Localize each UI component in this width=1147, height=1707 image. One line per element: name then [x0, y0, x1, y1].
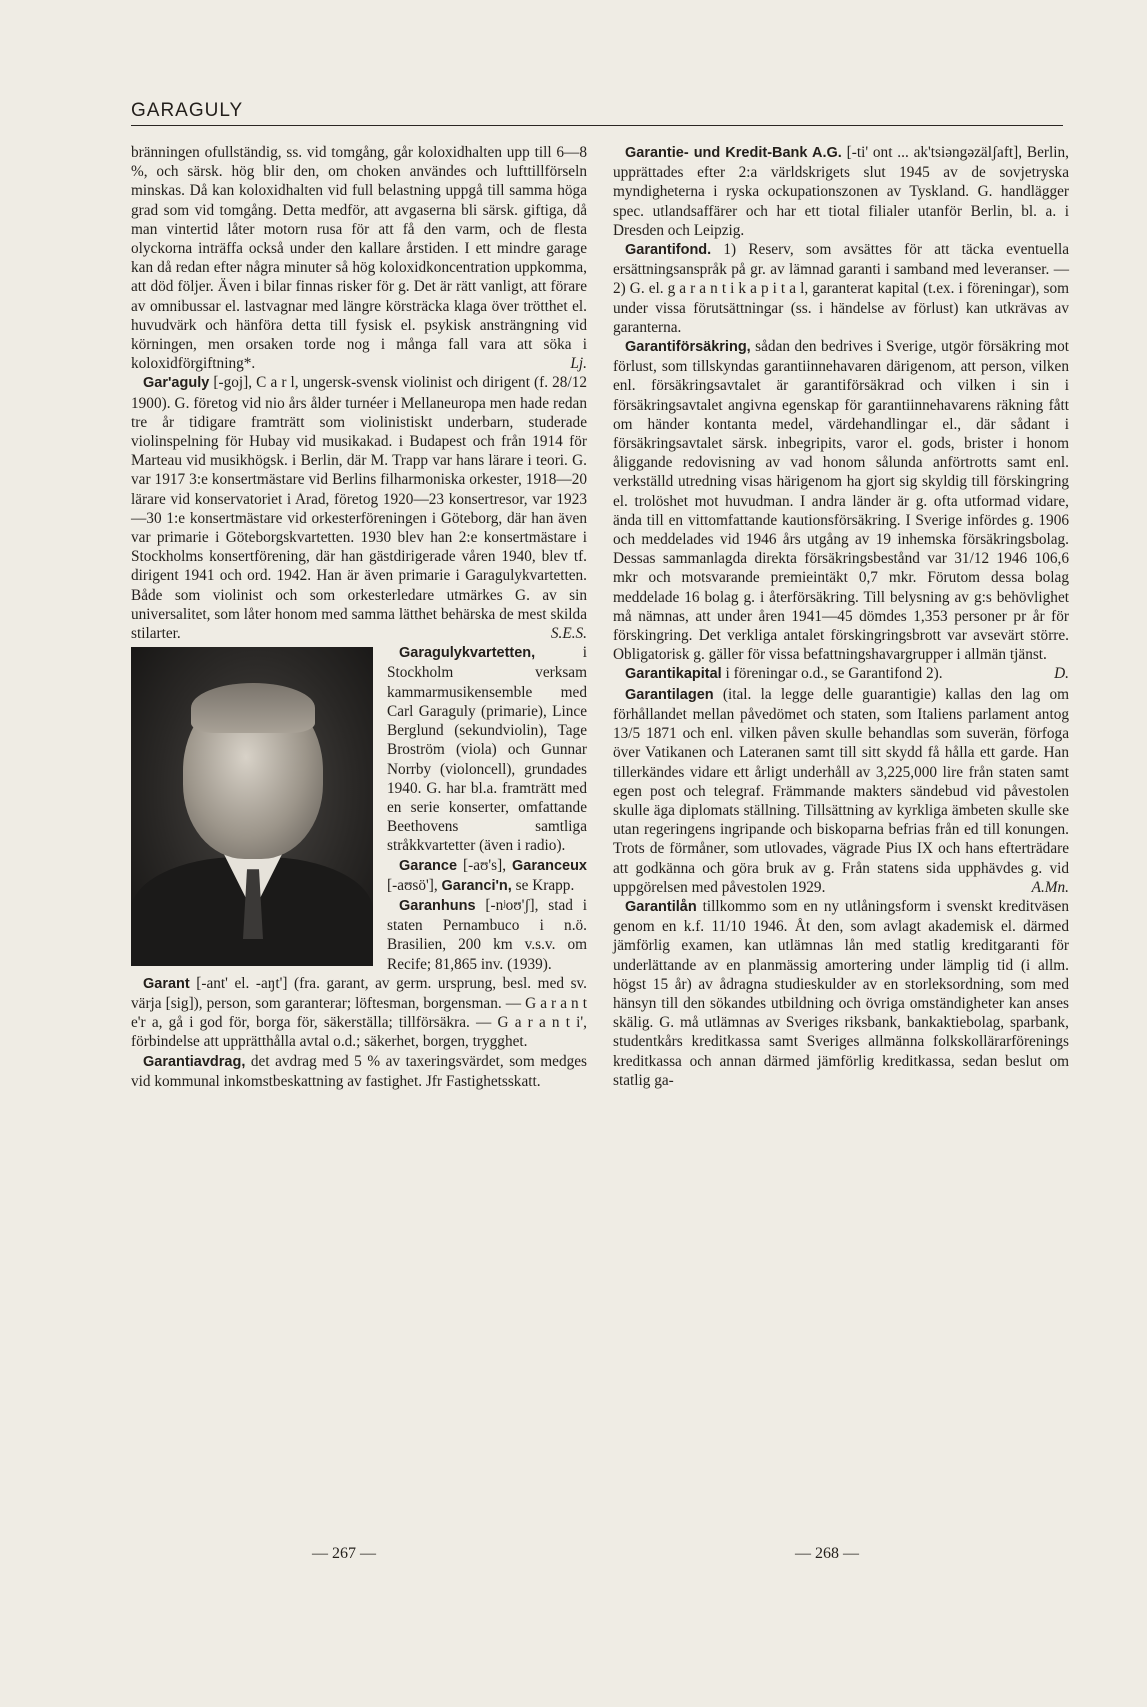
entry-text: i föreningar o.d., se Garantifond 2).: [721, 665, 943, 683]
headword: Garantilån: [625, 898, 697, 915]
entry-text: se Krapp.: [511, 876, 575, 894]
entry-text: i Stockholm verksam kammarmusikensemble med Carl Garaguly (primarie), Lince Berglund (sekundviolin), Tage Broström (viola) och Gunnar Norrby (violoncell), grundades 1940. G. har bl.a. framträtt med en serie konserter, omfattande Beethovens samtliga stråkkvartetter (även i radio).: [387, 644, 587, 855]
headword: Garanhuns: [399, 897, 476, 914]
entry-garantilagen: [613, 685, 1069, 897]
entry-text: [-nʲoʊ'ʃ], stad i staten Pernambuco i n.ö. Brasilien, 200 km v.s.v. om Recife; 81,865 inv. (1939).: [387, 896, 587, 973]
entry-text: [-aʊsö'],: [387, 876, 442, 894]
entry-garantifond: [613, 240, 1069, 337]
entry-garaguly: [131, 373, 587, 643]
headword: Garance: [399, 857, 458, 874]
headword: Garantie- und Kredit-Bank A.G.: [625, 145, 842, 161]
author-signature: A.Mn.: [1031, 878, 1069, 896]
author-signature: Lj.: [570, 355, 587, 373]
headword: Garagulykvartetten,: [399, 645, 536, 662]
entry-text: bränningen ofullständig, ss. vid tomgång, går koloxidhalten upp till 6—8 %, och särsk. hög blir den, om choken användes och lufttillförseln minskas. Då kan koloxidhalten vid full belastning uppgå till samma höga grad som vid tomgång. Detta medför, att avgaserna bli särsk. giftiga, då man vintertid låter motorn rusa för att få den varm, och de flesta olyckorna inträffa också under den kallare årstiden. I ett mindre garage kan då redan efter några minuter så hög koloxidkoncentration uppkomma, att död följer. Även i bilar finnas risker för g. Det är rätt vanligt, att förare av omnibussar el. lastvagnar med längre körsträcka klaga över trötthet el. huvudvärk och hänföra detta till fysisk el. psykisk ansträngning vid körningen, men orsaken torde nog i många fall vara att söka i koloxidförgiftning*.: [131, 144, 587, 373]
entry-garantiavdrag: [131, 1052, 587, 1091]
headword: Garanci'n,: [441, 877, 512, 894]
entry-text: det avdrag med 5 % av taxeringsvärdet, som medges vid kommunal inkomstbeskattning av fastighet. Jfr Fastighetsskatt.: [131, 1052, 587, 1090]
headword: Garant: [143, 975, 190, 992]
headword: Gar'aguly: [143, 375, 210, 392]
headword: Garanceux: [512, 857, 587, 874]
right-column: [613, 143, 1069, 1090]
entry-text: [-goj], C a r l, ungersk-svensk violinist och dirigent (f. 28/12 1900). G. företog vid nio års ålder turnéer i Mellaneuropa men hade redan tre år tidigare framträtt som violinistiskt underbarn, studerade violinspelning för Hubay vid musikakad. i Budapest och från 1914 för Marteau vid musikhögsk. i Berlin, där M. Trapp var hans lärare i teori. G. var 1917 3:e konsertmästare vid Berlins filharmoniska orkester, 1918—20 lärare vid konservatoriet i Arad, företog 1920—23 konsertresor, var 1923—30 1:e konsertmästare vid orkesterföreningen i Göteborg, där han även var primarie i Göteborgskvartetten. 1930 blev han 2:e konsertmästare i Stockholms konsertförening, där han gästdirigerade våren 1940, blev tf. dirigent 1941 och ord. 1942. Han är även primarie i Garagulykvartetten. Både som violinist och som orkesterledare utmärkes G. av sin universalitet, som låter honom med samma lätthet behärska de mest skilda stilarter.: [131, 374, 587, 643]
entry-garant: [131, 974, 587, 1052]
portrait-photo: [131, 647, 373, 966]
entry-text: [-aʊ's],: [457, 856, 513, 874]
entry-garantikapital: [613, 664, 1069, 684]
author-signature: D.: [1054, 665, 1069, 683]
page-number-left: — 267 —: [312, 1545, 376, 1562]
headword: Garantifond.: [625, 242, 712, 259]
running-header: [131, 99, 1063, 126]
entry-text: (ital. la legge delle guarantigie) kallas den lag om förhållandet mellan påvedömet och staten, som Italiens parlament antog 13/5 1871 och enl. vilken påven skulle behandlas som suverän, förfoga över Vatikanen och Lateranen samt till sitt skydd få hålla ett garde. Han tillerkändes vidare ett årligt underhåll av 3,225,000 lire från staten samt egen post och telegraf. Främmande makters sändebud vid påvestolen skulle äga diplomats ställning. Tillsättning av kyrkliga ämbeten skulle ske utan regeringens ingripande och biskoparna befrias från ed till konungen. Trots de förmåner, som utlovades, vägrade Pius IX och hans efterträdare att godkänna och göra bruk av g. Från statens sida upphävdes g. vid uppgörelsen med påvestolen 1929.: [613, 685, 1069, 896]
page-number-right: — 268 —: [795, 1545, 859, 1562]
entry-text: 1) Reserv, som avsättes för att täcka eventuella ersättningsanspråk på gr. av lämnad garanti i samband med leveranser. — 2) G. el. g a r a n t i k a p i t a l, garanterat kapital (t.ex. i föreningar), som under vissa förutsättningar (ss. i händelse av förlust) kan utkrävas av garanterna.: [613, 241, 1069, 336]
portrait-image: [131, 647, 373, 966]
header-title: GARAGULY: [131, 100, 244, 121]
author-signature: S.E.S.: [550, 625, 587, 643]
entry-text: [-ant' el. -aŋt'] (fra. garant, av germ. ursprung, besl. med sv. värja [sig]), person, som garanterar; löftesman, borgensman. — G a r a n t e'r a, gå i god för, borga för, säkerställa; tillförsäkra. — G a r a n t i', förbindelse att upprätthålla avtal o.d.; säkerhet, borgen, trygghet.: [131, 974, 587, 1051]
headword: Garantiavdrag,: [143, 1053, 246, 1070]
entry-continuation: [131, 143, 587, 373]
headword: Garantikapital: [625, 666, 722, 683]
entry-text: tillkommo som en ny utlåningsform i svenskt kreditväsen genom en k.f. 11/10 1946. Åt den, som avlagt akademisk el. därmed jämförlig examen, kan utlämnas lån med statlig kreditgaranti för underlättande av en planmässig amortering under lämplig tid (i allm. högst 15 år) av ådragna studieskulder av en storleksordning, som med hänsyn till den sökandes utbildning och övriga omständigheter kan anses skälig. G. må utlämnas av Sveriges riksbank, bankaktiebolag, sparbank, studentkårs kreditkassa samt Sveriges allmänna folkskollärarförenings kreditkassa och annan därmed jämförlig kreditkassa, sedan beslut om statlig ga-: [613, 897, 1069, 1089]
headword: Garantiförsäkring,: [625, 339, 751, 356]
headword: Garantilagen: [625, 686, 714, 703]
entry-kreditbank: [613, 143, 1069, 240]
left-column: [131, 143, 587, 1091]
entry-text: sådan den bedrives i Sverige, utgör försäkring mot förlust, som tillskyndas garantiinnehavaren därigenom, att person, vilken enl. försäkringsavtalet är garantiförsäkrad och vilken i sin i försäkringsavtalet angivna egenskap för garantiinnehavarens räkning fått om händer kontanta medel, värdehandlingar el., där sådant i försäkringsavtalet särsk. inbegripits, varor el. gods, brister i honom åliggande redovisning av vad honom sålunda anförtrotts samt enl. verkställd utredning visas härigenom ha gjort sig skyldig till förskingring el. trolöshet mot huvudman. I andra länder är g. ofta utformad vidare, ända till en vittomfattande kautionsförsäkring. I Sverige infördes g. 1906 och meddelades vid 1946 års utgång av 19 inhemska försäkringsbolag. Dessas sammanlagda direkta försäkringsbestånd var 31/12 1946 106,6 mkr och motsvarande premieintäkt 0,7 mkr. Förutom dessa bolag meddelade 16 bolag g. i återförsäkring. Till belysning av g:s behövlighet må nämnas, att under åren 1941—45 dömdes 1,353 personer pr år för förskingring. Det verkliga antalet förskingringsbrott var avsevärt större. Obligatorisk g. gäller för vissa befattningshavargrupper i allmän tjänst.: [613, 338, 1069, 664]
entry-text: [-ti' ont ... ak'tsiəngəzälʃaft], Berlin, upprättades efter 2:a världskrigets slut 1945 av de sovjetryska myndigheterna i ryska ockupationszonen av Tyskland. G. handlägger spec. utlandsaffärer och har ett tiotal filialer utanför Berlin, bl. a. i Dresden och Leipzig.: [613, 144, 1069, 239]
entry-garantilan: [613, 897, 1069, 1090]
